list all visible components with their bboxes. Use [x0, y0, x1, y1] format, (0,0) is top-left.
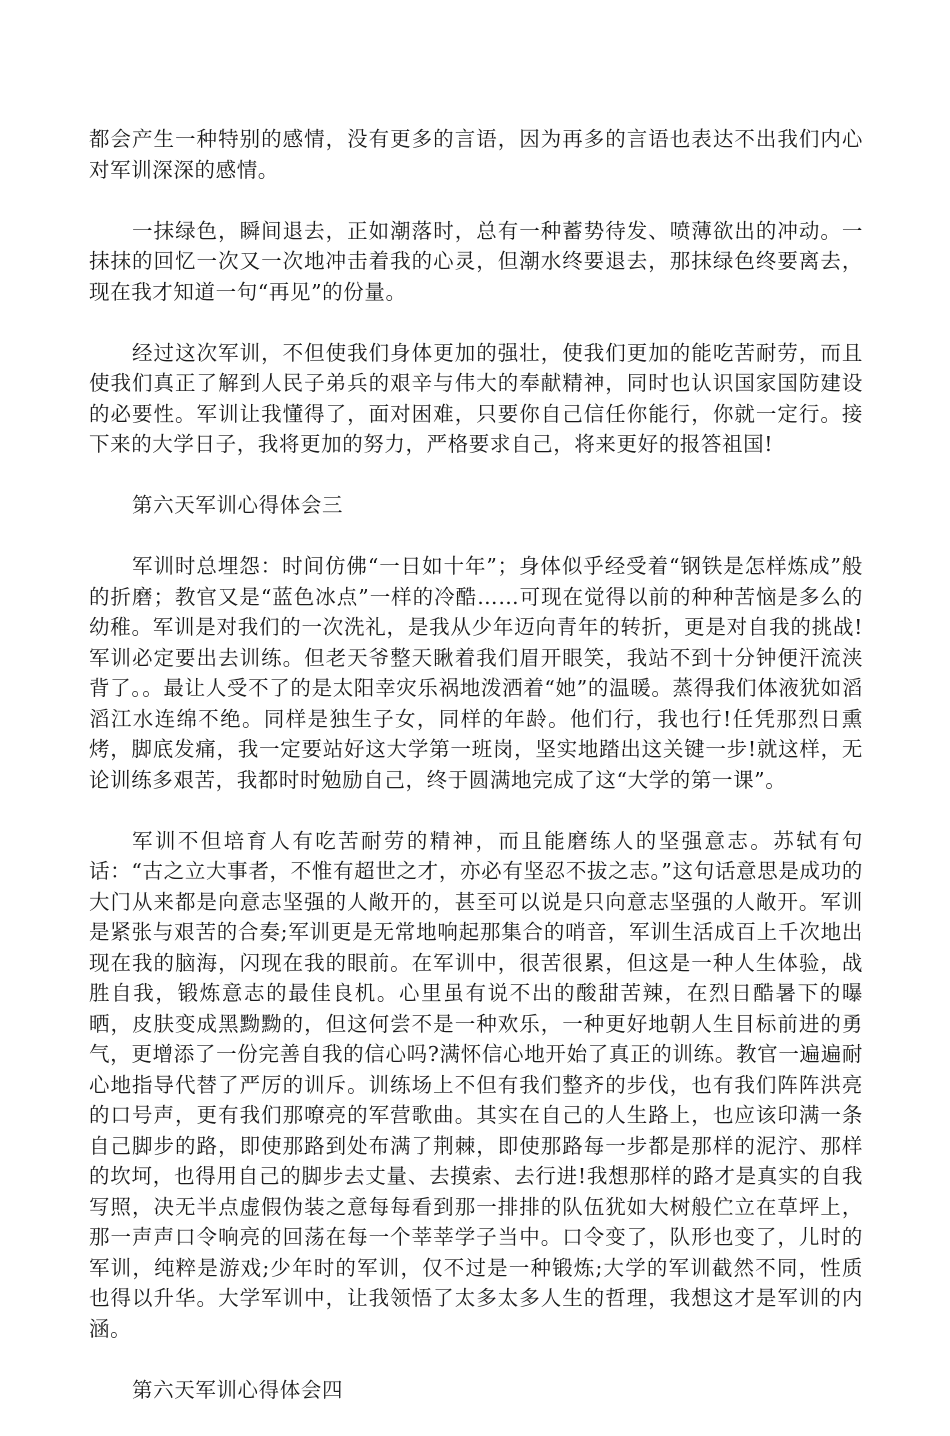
- paragraph-5: 军训不但培育人有吃苦耐劳的精神，而且能磨练人的坚强意志。苏轼有句话：“古之立大事者，不惟有超世之才，亦必有坚忍不拔之志。”这句话意思是成功的大门从来都是向意志坚强的人敞开的，甚至可以说是只向意志坚强的人敞开。军训是紧张与艰苦的合奏;军训更是无常地响起那集合的哨音，军训生活成百上千次地出现在我的脑海，闪现在我的眼前。在军训中，很苦很累，但这是一种人生体验，战胜自我，锻炼意志的最佳良机。心里虽有说不出的酸甜苦辣，在烈日酷暑下的曝晒，皮肤变成黑黝黝的，但这何尝不是一种欢乐，一种更好地朝人生目标前进的勇气，更增添了一份完善自我的信心吗?满怀信心地开始了真正的训练。教官一遍遍耐心地指导代替了严厉的训斥。训练场上不但有我们整齐的步伐，也有我们阵阵洪亮的口号声，更有我们那嘹亮的军营歌曲。其实在自己的人生路上，也应该印满一条自己脚步的路，即使那路到处布满了荆棘，即使那路每一步都是那样的泥泞、那样的坎坷，也得用自己的脚步去丈量、去摸索、去行进!我想那样的路才是真实的自我写照，决无半点虚假伪装之意每每看到那一排排的队伍犹如大树般伫立在草坪上，那一声声口令响亮的回荡在每一个莘莘学子当中。口令变了，队形也变了，儿时的军训，纯粹是游戏;少年时的军训，仅不过是一种锻炼;大学的军训截然不同，性质也得以升华。大学军训中，让我领悟了太多太多人生的哲理，我想这才是军训的内涵。: [89, 828, 863, 1341]
- paragraph-1: 都会产生一种特别的感情，没有更多的言语，因为再多的言语也表达不出我们内心对军训深深的感情。: [89, 127, 863, 182]
- section-heading-3: 第六天军训心得体会三: [132, 493, 344, 517]
- paragraph-2: 一抹绿色，瞬间退去，正如潮落时，总有一种蓄势待发、喷薄欲出的冲动。一抹抹的回忆一次又一次地冲击着我的心灵，但潮水终要退去，那抹绿色终要离去，现在我才知道一句“再见”的份量。: [89, 218, 863, 304]
- document-body: [89, 124, 863, 1436]
- section-heading-4: 第六天军训心得体会四: [132, 1377, 344, 1402]
- paragraph-3: 经过这次军训，不但使我们身体更加的强壮，使我们更加的能吃苦耐劳，而且使我们真正了解到人民子弟兵的艰辛与伟大的奉献精神，同时也认识国家国防建设的必要性。军训让我懂得了，面对困难，只要你自己信任你能行，你就一定行。接下来的大学日子，我将更加的努力，严格要求自己，将来更好的报答祖国!: [89, 340, 863, 456]
- paragraph-4: 军训时总埋怨：时间仿佛“一日如十年”；身体似乎经受着“钢铁是怎样炼成”般的折磨；教官又是“蓝色冰点”一样的冷酷……可现在觉得以前的种种苦恼是多么的幼稚。军训是对我们的一次洗礼，是我从少年迈向青年的转折，更是对自我的挑战!军训必定要出去训练。但老天爷整天瞅着我们眉开眼笑，我站不到十分钟便汗流浃背了。。最让人受不了的是太阳幸灾乐祸地泼洒着“她”的温暖。蒸得我们体液犹如滔滔江水连绵不绝。同样是独生子女，同样的年龄。他们行，我也行!任凭那烈日熏烤，脚底发痛，我一定要站好这大学第一班岗，坚实地踏出这关键一步!就这样，无论训练多艰苦，我都时时勉励自己，终于圆满地完成了这“大学的第一课”。: [89, 554, 863, 792]
